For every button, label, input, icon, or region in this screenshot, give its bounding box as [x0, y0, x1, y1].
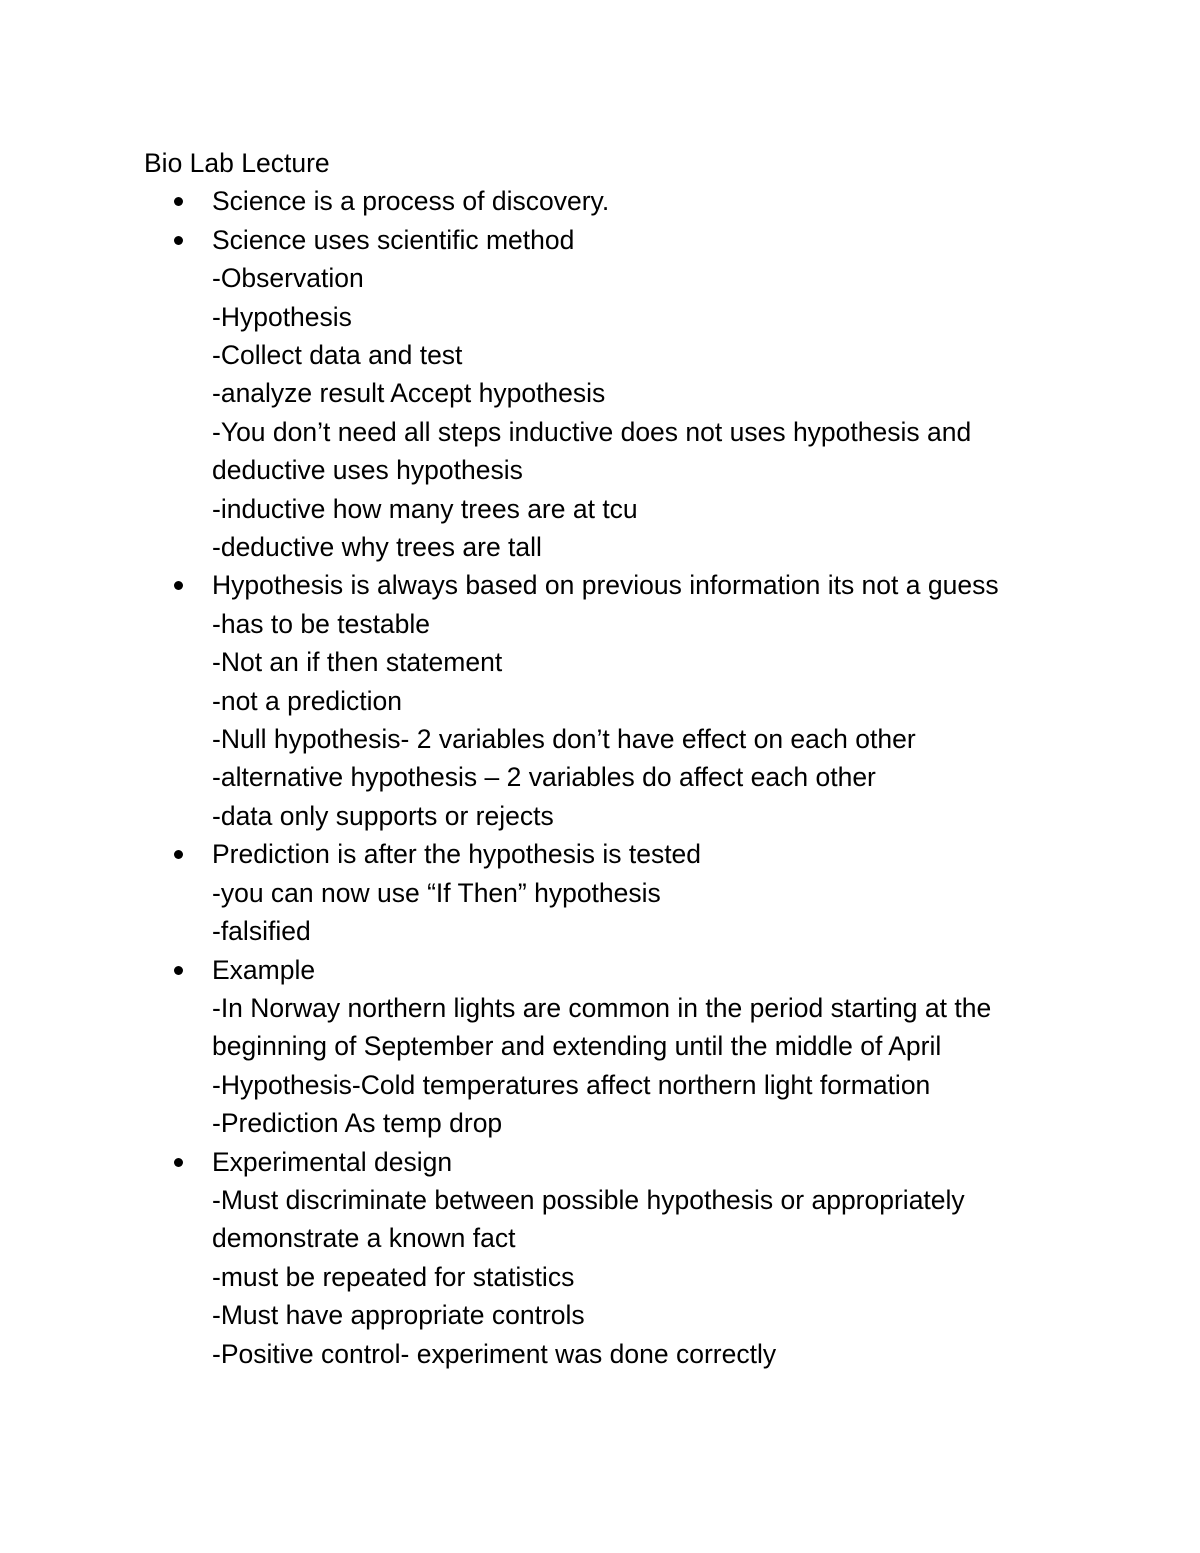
sub-line: -data only supports or rejects [212, 800, 554, 831]
sub-line: -Must discriminate between possible hypothesis or appropriately demonstrate a known fact [212, 1184, 965, 1254]
sub-line: -You don’t need all steps inductive does not uses hypothesis and deductive uses hypothesis [212, 416, 972, 486]
bullet-heading: Science is a process of discovery. [212, 186, 610, 217]
sub-line: -In Norway northern lights are common in the period starting at the beginning of September and extending until the middle of April [212, 992, 992, 1062]
sub-line: -falsified [212, 916, 311, 947]
sub-line: -alternative hypothesis – 2 variables do affect each other [212, 762, 876, 793]
sub-line: -Observation [212, 263, 364, 294]
document-title: Bio Lab Lecture [144, 148, 330, 178]
sub-line: -analyze result Accept hypothesis [212, 378, 606, 409]
bullet-item-science-process [212, 182, 1072, 220]
bullet-item-example [212, 951, 1072, 1143]
sub-line: -Null hypothesis- 2 variables don’t have effect on each other [212, 724, 916, 755]
bullet-heading: Science uses scientific method [212, 224, 575, 255]
bullet-icon [174, 197, 183, 206]
sub-line: -has to be testable [212, 608, 431, 639]
sub-line: -Hypothesis [212, 301, 352, 332]
bullet-item-hypothesis [212, 566, 1072, 835]
sub-line: -deductive why trees are tall [212, 532, 542, 563]
sub-line: -Must have appropriate controls [212, 1300, 585, 1331]
sub-line: -Prediction As temp drop [212, 1108, 503, 1139]
bullet-heading: Hypothesis is always based on previous information its not a guess [212, 570, 999, 601]
sub-line: -Collect data and test [212, 340, 463, 371]
sub-line: -not a prediction [212, 685, 403, 716]
bullet-item-experimental-design [212, 1143, 1072, 1373]
sub-line: -Positive control- experiment was done correctly [212, 1338, 777, 1369]
bullet-heading: Prediction is after the hypothesis is tested [212, 839, 702, 870]
sub-line: -Not an if then statement [212, 647, 503, 678]
bullet-heading: Experimental design [212, 1146, 453, 1177]
sub-line: -inductive how many trees are at tcu [212, 493, 638, 524]
bullet-icon [174, 236, 183, 245]
bullet-list [212, 182, 1072, 1373]
sub-line: -you can now use “If Then” hypothesis [212, 877, 661, 908]
bullet-icon [174, 966, 183, 975]
bullet-icon [174, 581, 183, 590]
bullet-item-scientific-method [212, 221, 1072, 567]
sub-line: -must be repeated for statistics [212, 1261, 575, 1292]
bullet-icon [174, 850, 183, 859]
bullet-item-prediction [212, 835, 1072, 950]
bullet-heading: Example [212, 954, 316, 985]
sub-line: -Hypothesis-Cold temperatures affect northern light formation [212, 1069, 931, 1100]
bullet-icon [174, 1158, 183, 1167]
